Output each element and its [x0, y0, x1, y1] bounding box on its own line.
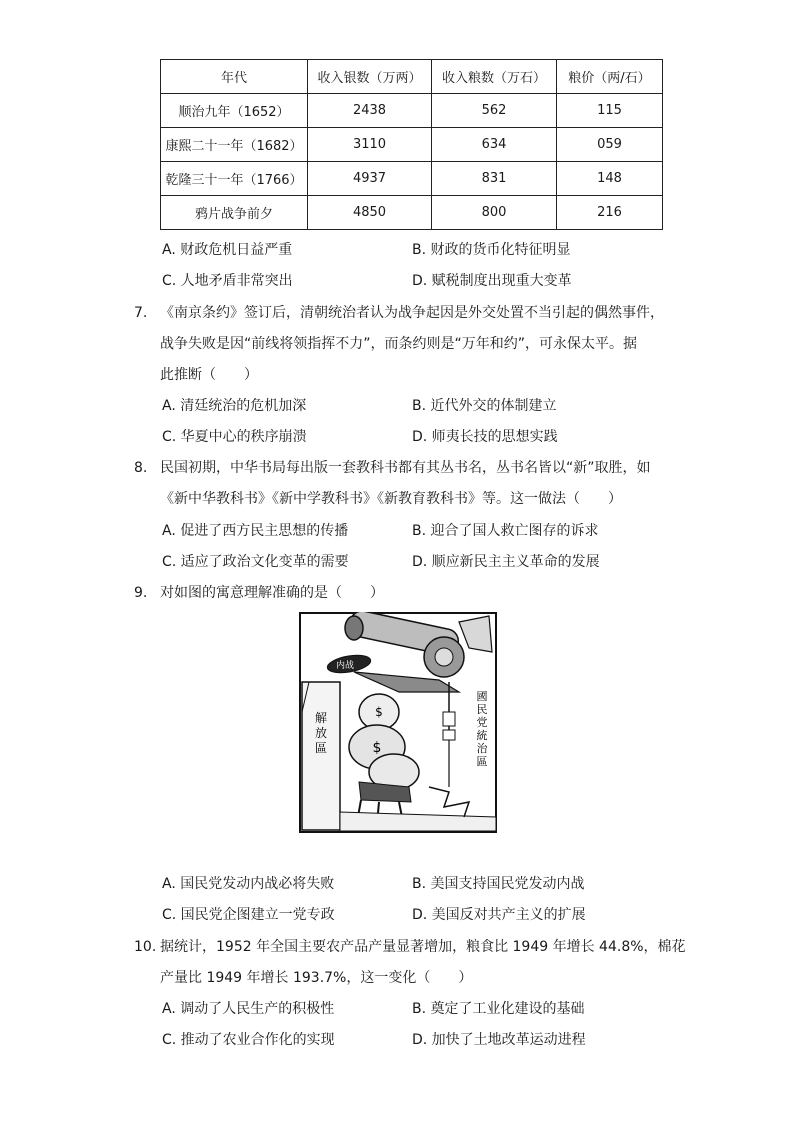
table-row [161, 94, 663, 128]
q10-stem-line: 产量比 1949 年增长 193.7%，这一变化（ ） [160, 970, 473, 986]
q6-option-a[interactable]: A. 财政危机日益严重 [162, 242, 293, 258]
table-header-cell: 收入银数（万两） [308, 60, 432, 94]
svg-text:$: $ [375, 705, 383, 719]
cartoon-right-label: 國民党統治區 [476, 690, 488, 768]
q10-option-c[interactable]: C. 推动了农业合作化的实现 [162, 1032, 335, 1048]
q9-option-a[interactable]: A. 国民党发动内战必将失败 [162, 876, 335, 892]
table-cell: 059 [557, 128, 663, 162]
table-cell: 4850 [308, 196, 432, 230]
cartoon-left-label: 解放區 [314, 711, 328, 755]
q9-option-c[interactable]: C. 国民党企图建立一党专政 [162, 907, 335, 923]
table-cell: 216 [557, 196, 663, 230]
q8-option-d[interactable]: D. 顺应新民主主义革命的发展 [412, 554, 600, 570]
q7-option-a[interactable]: A. 清廷统治的危机加深 [162, 398, 307, 414]
table-cell: 831 [432, 162, 557, 196]
q9-stem-line: 对如图的寓意理解准确的是（ ） [160, 585, 384, 601]
q10-option-d[interactable]: D. 加快了土地改革运动进程 [412, 1032, 586, 1048]
table-cell: 4937 [308, 162, 432, 196]
table-header-cell: 年代 [161, 60, 308, 94]
table-header-row [161, 60, 663, 94]
political-cartoon-image [299, 612, 497, 833]
q7-number: 7. [134, 305, 148, 321]
q9-option-d[interactable]: D. 美国反对共产主义的扩展 [412, 907, 586, 923]
q8-option-c[interactable]: C. 适应了政治文化变革的需要 [162, 554, 349, 570]
q7-stem-line: 此推断（ ） [160, 367, 258, 383]
table-cell: 800 [432, 196, 557, 230]
table-cell: 115 [557, 94, 663, 128]
q8-option-b[interactable]: B. 迎合了国人救亡图存的诉求 [412, 523, 599, 539]
q6-option-c[interactable]: C. 人地矛盾非常突出 [162, 273, 293, 289]
q7-option-b[interactable]: B. 近代外交的体制建立 [412, 398, 557, 414]
q6-option-b[interactable]: B. 财政的货币化特征明显 [412, 242, 571, 258]
q6-option-d[interactable]: D. 赋税制度出现重大变革 [412, 273, 572, 289]
table-row [161, 128, 663, 162]
data-table [160, 59, 663, 230]
table-row [161, 196, 663, 230]
q10-stem-line: 据统计，1952 年全国主要农产品产量显著增加，粮食比 1949 年增长 44.8%，棉花 [160, 939, 686, 955]
q8-number: 8. [134, 460, 148, 476]
q9-option-b[interactable]: B. 美国支持国民党发动内战 [412, 876, 585, 892]
table-header-cell: 收入粮数（万石） [432, 60, 557, 94]
svg-text:$: $ [372, 740, 382, 756]
q9-number: 9. [134, 585, 148, 601]
table-cell: 鸦片战争前夕 [161, 196, 308, 230]
q8-stem-line: 民国初期，中华书局每出版一套教科书都有其丛书名，丛书名皆以“新”取胜，如 [160, 460, 651, 476]
table-header-cell: 粮价（两/石） [557, 60, 663, 94]
q7-option-d[interactable]: D. 师夷长技的思想实践 [412, 429, 558, 445]
table-cell: 康熙二十一年（1682） [161, 128, 308, 162]
table-cell: 2438 [308, 94, 432, 128]
q10-option-a[interactable]: A. 调动了人民生产的积极性 [162, 1001, 335, 1017]
q10-option-b[interactable]: B. 奠定了工业化建设的基础 [412, 1001, 585, 1017]
table-row [161, 162, 663, 196]
q7-stem-line: 《南京条约》签订后，清朝统治者认为战争起因是外交处置不当引起的偶然事件， [160, 305, 664, 321]
table-cell: 562 [432, 94, 557, 128]
table-cell: 148 [557, 162, 663, 196]
q10-number: 10. [134, 939, 157, 955]
cartoon-bomb-label: 内战 [335, 661, 355, 671]
table-cell: 顺治九年（1652） [161, 94, 308, 128]
q8-option-a[interactable]: A. 促进了西方民主思想的传播 [162, 523, 349, 539]
q8-stem-line: 《新中华教科书》《新中学教科书》《新教育教科书》等。这一做法（ ） [160, 491, 622, 507]
table-cell: 乾隆三十一年（1766） [161, 162, 308, 196]
table-cell: 634 [432, 128, 557, 162]
q7-stem-line: 战争失败是因“前线将领指挥不力”，而条约则是“万年和约”，可永保太平。据 [160, 336, 638, 352]
q7-option-c[interactable]: C. 华夏中心的秩序崩溃 [162, 429, 307, 445]
table-cell: 3110 [308, 128, 432, 162]
